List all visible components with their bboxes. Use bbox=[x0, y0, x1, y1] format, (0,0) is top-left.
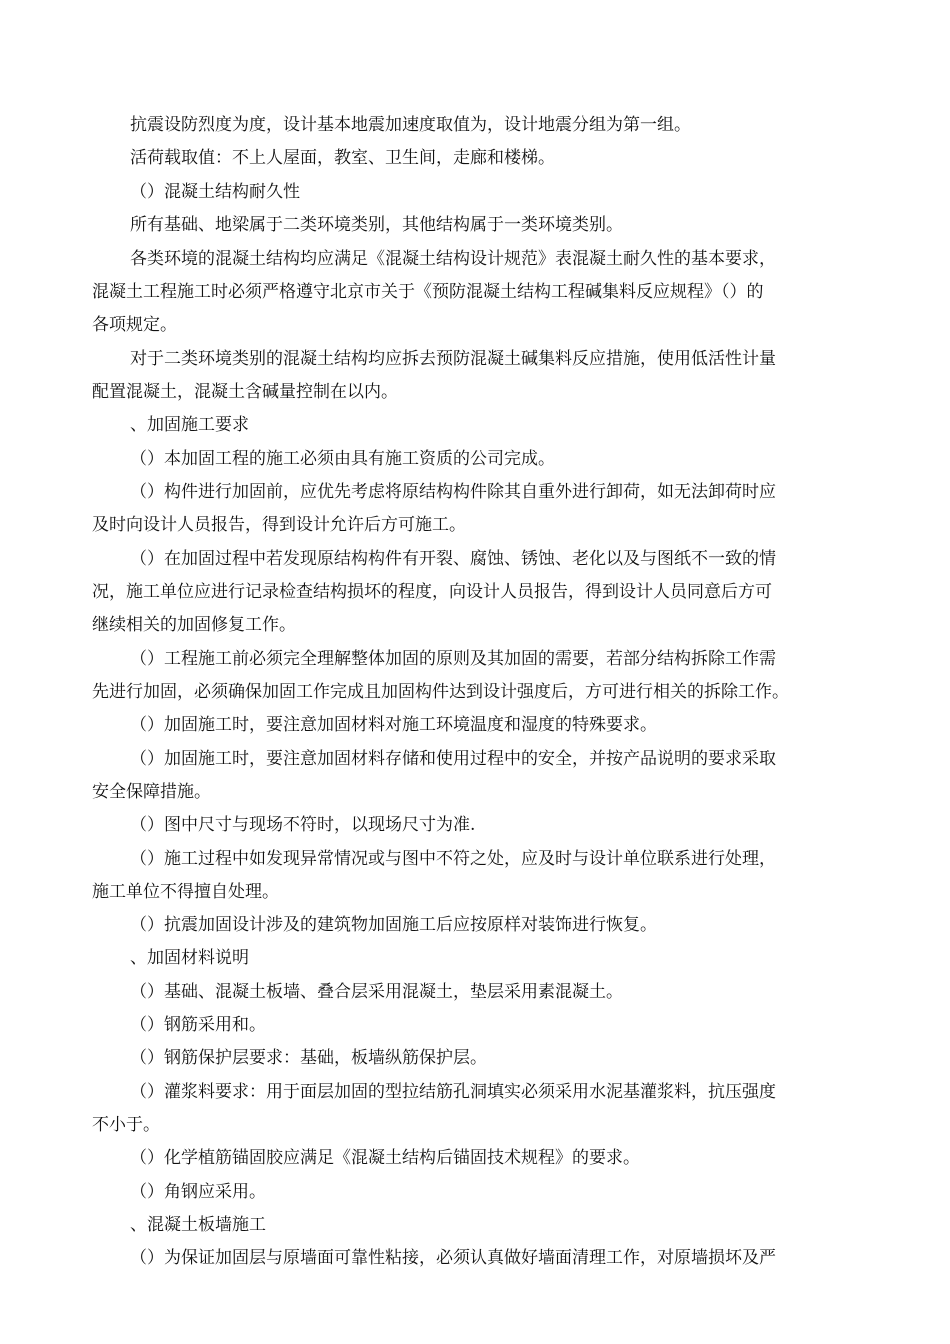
list-item: （）灌浆料要求：用于面层加固的型拉结筋孔洞填实必须采用水泥基灌浆料，抗压强度 bbox=[130, 1082, 776, 1102]
text-line: 施工单位不得擅自处理。 bbox=[92, 882, 279, 902]
list-item: （）为保证加固层与原墙面可靠性粘接，必须认真做好墙面清理工作，对原墙损坏及严 bbox=[130, 1248, 776, 1268]
list-item: （）在加固过程中若发现原结构构件有开裂、腐蚀、锈蚀、老化以及与图纸不一致的情 bbox=[130, 549, 776, 569]
section-heading: 、加固材料说明 bbox=[130, 948, 249, 968]
text-line: 各项规定。 bbox=[92, 315, 177, 335]
list-item: （）钢筋采用和。 bbox=[130, 1015, 266, 1035]
text-line: 及时向设计人员报告，得到设计允许后方可施工。 bbox=[92, 515, 466, 535]
section-heading: （）混凝土结构耐久性 bbox=[130, 182, 300, 202]
section-heading: 、混凝土板墙施工 bbox=[130, 1215, 266, 1235]
list-item: （）基础、混凝土板墙、叠合层采用混凝土，垫层采用素混凝土。 bbox=[130, 982, 623, 1002]
list-item: （）工程施工前必须完全理解整体加固的原则及其加固的需要，若部分结构拆除工作需 bbox=[130, 649, 776, 669]
text-line: 抗震设防烈度为度，设计基本地震加速度取值为，设计地震分组为第一组。 bbox=[130, 115, 691, 135]
list-item: （）加固施工时，要注意加固材料存储和使用过程中的安全，并按产品说明的要求采取 bbox=[130, 749, 776, 769]
text-line: 对于二类环境类别的混凝土结构均应拆去预防混凝土碱集料反应措施，使用低活性计量 bbox=[130, 349, 776, 369]
list-item: （）构件进行加固前，应优先考虑将原结构构件除其自重外进行卸荷，如无法卸荷时应 bbox=[130, 482, 776, 502]
list-item: （）图中尺寸与现场不符时，以现场尺寸为准. bbox=[130, 815, 476, 835]
list-item: （）本加固工程的施工必须由具有施工资质的公司完成。 bbox=[130, 449, 555, 469]
text-line: 不小于。 bbox=[92, 1115, 160, 1135]
section-heading: 、加固施工要求 bbox=[130, 415, 249, 435]
list-item: （）施工过程中如发现异常情况或与图中不符之处，应及时与设计单位联系进行处理， bbox=[130, 849, 776, 869]
list-item: （）加固施工时，要注意加固材料对施工环境温度和湿度的特殊要求。 bbox=[130, 715, 657, 735]
text-line: 继续相关的加固修复工作。 bbox=[92, 615, 296, 635]
text-line: 各类环境的混凝土结构均应满足《混凝土结构设计规范》表混凝土耐久性的基本要求， bbox=[130, 249, 776, 269]
list-item: （）角钢应采用。 bbox=[130, 1182, 266, 1202]
list-item: （）化学植筋锚固胶应满足《混凝土结构后锚固技术规程》的要求。 bbox=[130, 1148, 640, 1168]
text-line: 况，施工单位应进行记录检查结构损坏的程度，向设计人员报告，得到设计人员同意后方可 bbox=[92, 582, 772, 602]
text-line: 配置混凝土，混凝土含碱量控制在以内。 bbox=[92, 382, 398, 402]
text-line: 先进行加固，必须确保加固工作完成且加固构件达到设计强度后，方可进行相关的拆除工作。 bbox=[92, 682, 789, 702]
text-line: 安全保障措施。 bbox=[92, 782, 211, 802]
list-item: （）抗震加固设计涉及的建筑物加固施工后应按原样对装饰进行恢复。 bbox=[130, 915, 657, 935]
text-line: 混凝土工程施工时必须严格遵守北京市关于《预防混凝土结构工程碱集料反应规程》（）的 bbox=[92, 282, 764, 302]
text-line: 所有基础、地梁属于二类环境类别，其他结构属于一类环境类别。 bbox=[130, 215, 623, 235]
list-item: （）钢筋保护层要求：基础，板墙纵筋保护层。 bbox=[130, 1048, 487, 1068]
text-line: 活荷载取值：不上人屋面，教室、卫生间，走廊和楼梯。 bbox=[130, 148, 555, 168]
